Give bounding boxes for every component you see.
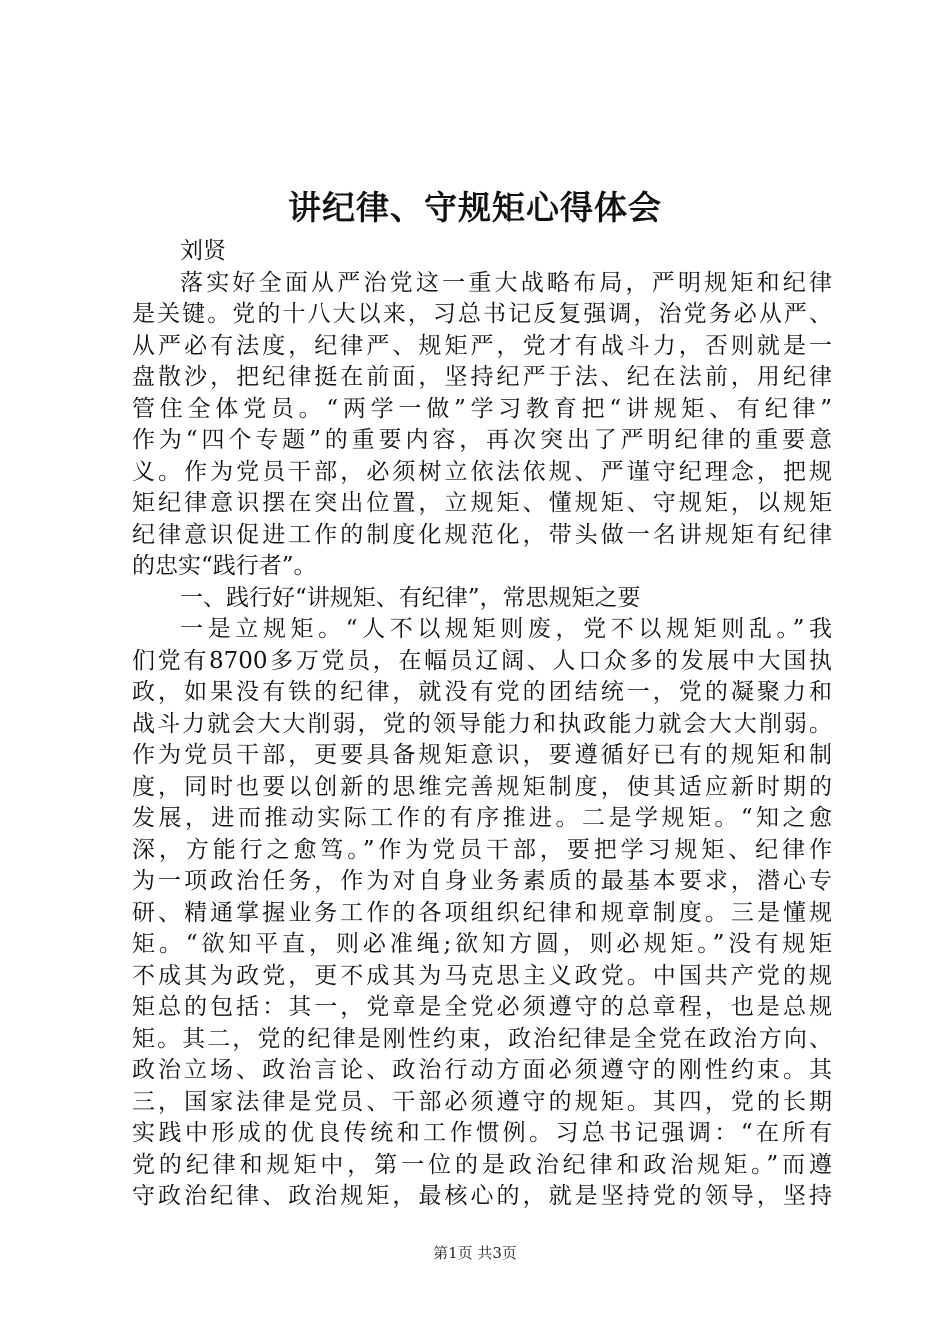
- body-line: 三，国家法律是党员、干部必须遵守的规矩。其四，党的长期: [132, 1088, 832, 1115]
- section-heading: 一、践行好“讲规矩、有纪律”，常思规矩之要: [180, 584, 641, 611]
- author-line: 刘贤: [180, 238, 226, 264]
- body-line: 落实好全面从严治党这一重大战略布局，严明规矩和纪律: [180, 269, 832, 296]
- body-line: 一是立规矩。“人不以规矩则废，党不以规矩则乱。”我: [180, 616, 832, 642]
- body-line: 作为“四个专题”的重要内容，再次突出了严明纪律的重要意: [132, 427, 832, 453]
- body-line: 义。作为党员干部，必须树立依法依规、严谨守纪理念，把规: [132, 458, 832, 485]
- document-title: 讲纪律、守规矩心得体会: [288, 188, 662, 227]
- body-line: 守政治纪律、政治规矩，最核心的，就是坚持党的领导，坚持: [132, 1183, 832, 1209]
- body-line: 们党有8700多万党员，在幅员辽阔、人口众多的发展中大国执: [132, 647, 832, 674]
- body-line: 管住全体党员。“两学一做”学习教育把“讲规矩、有纪律”: [132, 395, 832, 422]
- body-line: 研、精通掌握业务工作的各项组织纪律和规章制度。三是懂规: [132, 899, 832, 926]
- body-line: 矩。其二，党的纪律是刚性约束，政治纪律是全党在政治方向、: [132, 1025, 832, 1052]
- document-body: [132, 236, 832, 1213]
- body-line: 矩。“欲知平直，则必准绳;欲知方圆，则必规矩。”没有规矩: [132, 931, 832, 957]
- body-line: 矩纪律意识摆在突出位置，立规矩、懂规矩、守规矩，以规矩: [132, 490, 832, 516]
- body-line: 的忠实“践行者”。: [132, 553, 317, 579]
- body-line: 度，同时也要以创新的思维完善规矩制度，使其适应新时期的: [132, 773, 832, 800]
- body-line: 盘散沙，把纪律挺在前面，坚持纪严于法、纪在法前，用纪律: [132, 364, 832, 390]
- body-line: 从严必有法度，纪律严、规矩严，党才有战斗力，否则就是一: [132, 332, 832, 359]
- body-line: 发展，进而推动实际工作的有序推进。二是学规矩。“知之愈: [132, 805, 832, 831]
- body-line: 深，方能行之愈笃。”作为党员干部，要把学习规矩、纪律作: [132, 836, 832, 863]
- body-line: 为一项政治任务，作为对自身业务素质的最基本要求，潜心专: [132, 868, 832, 894]
- body-line: 不成其为政党，更不成其为马克思主义政党。中国共产党的规: [132, 962, 832, 989]
- page-footer: 第1页 共3页: [433, 1244, 517, 1262]
- body-line: 政治立场、政治言论、政治行动方面必须遵守的刚性约束。其: [132, 1057, 832, 1083]
- body-line: 作为党员干部，更要具备规矩意识，要遵循好已有的规矩和制: [132, 742, 832, 768]
- body-line: 是关键。党的十八大以来，习总书记反复强调，治党务必从严、: [132, 301, 832, 327]
- body-line: 政，如果没有铁的纪律，就没有党的团结统一，党的凝聚力和: [132, 679, 832, 705]
- body-line: 党的纪律和规矩中，第一位的是政治纪律和政治规矩。”而遵: [132, 1151, 832, 1178]
- body-line: 纪律意识促进工作的制度化规范化，带头做一名讲规矩有纪律: [132, 521, 832, 548]
- body-line: 矩总的包括：其一，党章是全党必须遵守的总章程，也是总规: [132, 994, 832, 1020]
- body-line: 实践中形成的优良传统和工作惯例。习总书记强调：“在所有: [132, 1120, 832, 1146]
- body-line: 战斗力就会大大削弱，党的领导能力和执政能力就会大大削弱。: [132, 710, 832, 737]
